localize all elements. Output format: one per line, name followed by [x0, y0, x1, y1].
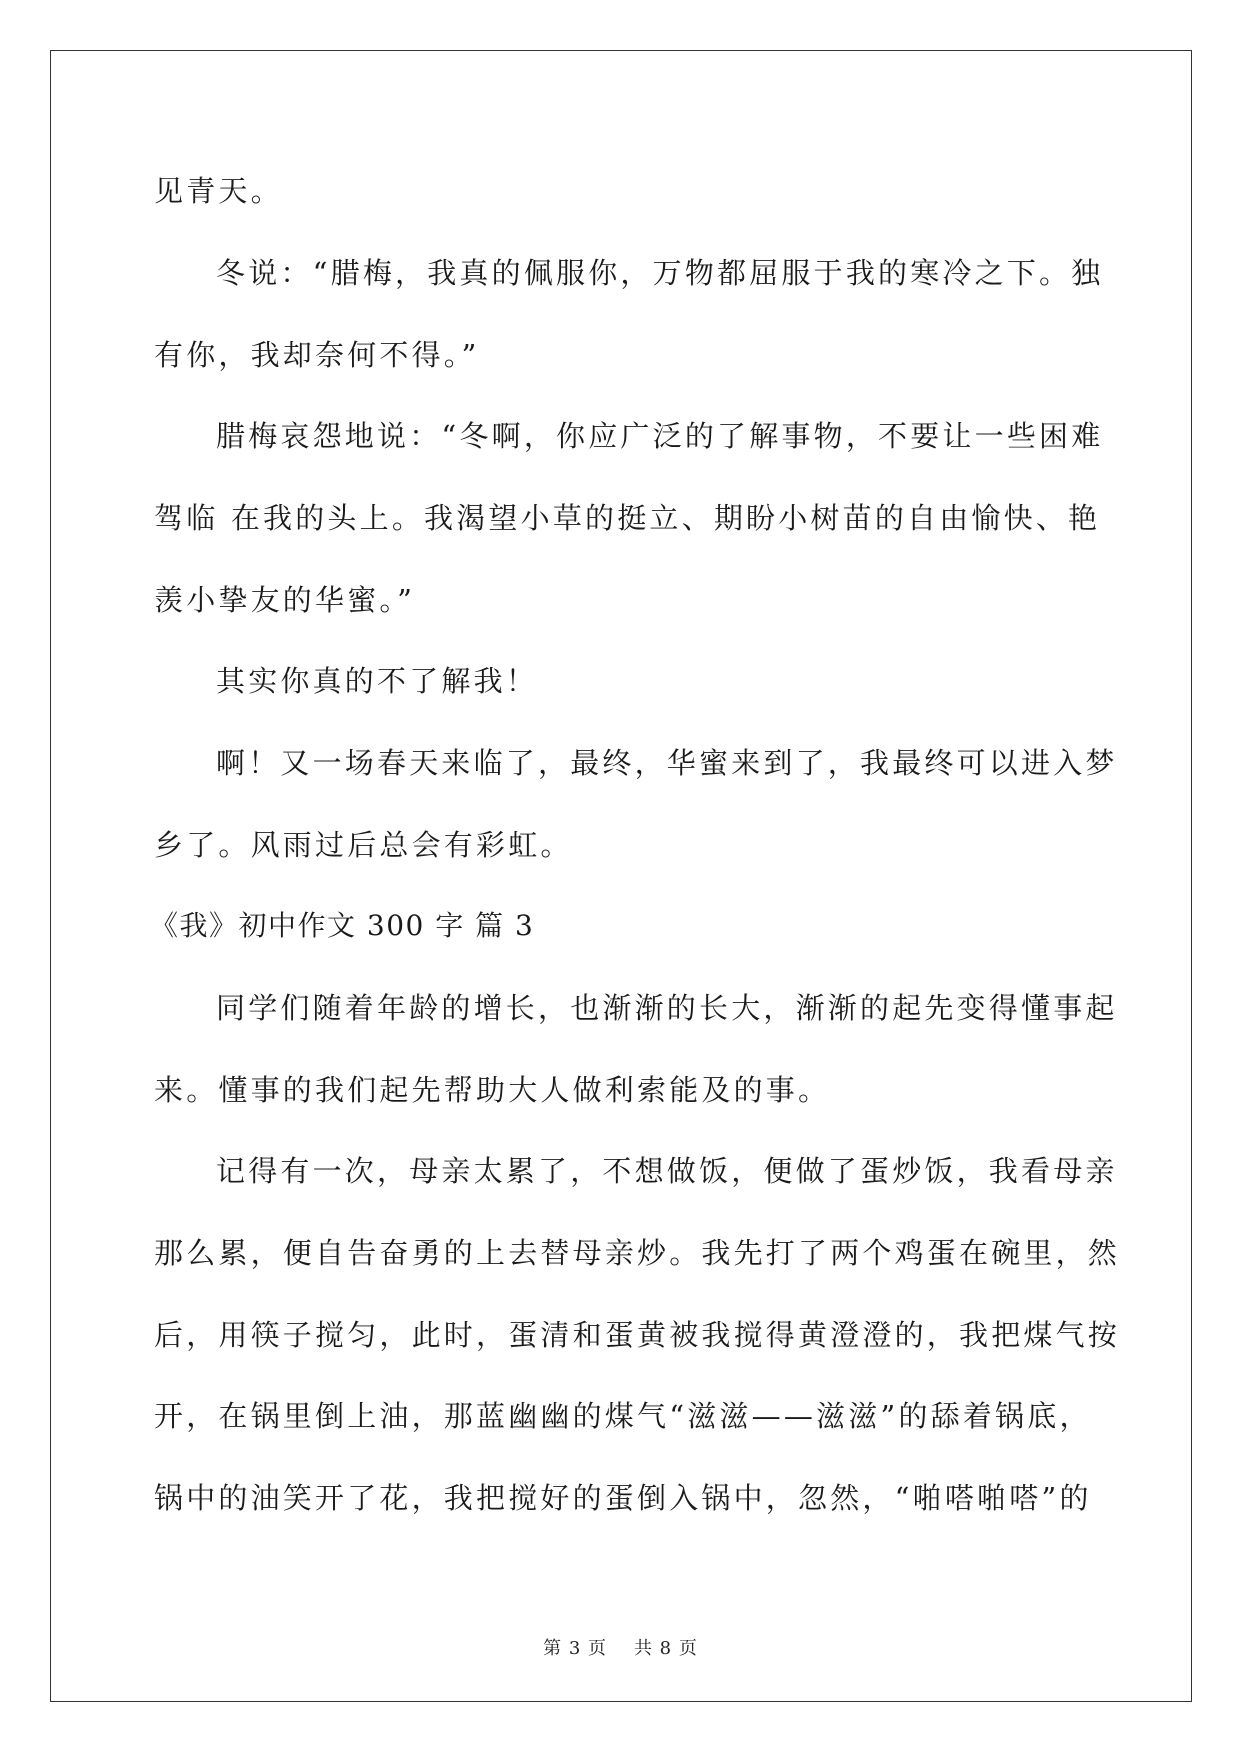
text-line: 羡小挚友的华蜜。” — [154, 583, 416, 617]
text-line: 那么累，便自告奋勇的上去替母亲炒。我先打了两个鸡蛋在碗里，然 — [154, 1236, 1121, 1270]
text-line: 啊！又一场春天来临了，最终，华蜜来到了，我最终可以进入梦 — [216, 746, 1118, 780]
text-line: 冬说：“腊梅，我真的佩服你，万物都屈服于我的寒冷之下。独 — [216, 256, 1104, 290]
text-line: 驾临 在我的头上。我渴望小草的挺立、期盼小树苗的自由愉快、艳 — [154, 501, 1101, 535]
text-line: 后，用筷子搅匀，此时，蛋清和蛋黄被我搅得黄澄澄的，我把煤气按 — [154, 1318, 1121, 1352]
text-line: 同学们随着年龄的增长，也渐渐的长大，渐渐的起先变得懂事起 — [216, 991, 1118, 1025]
page-footer — [0, 1634, 1241, 1660]
section-heading: 《我》初中作文 300 字 篇 3 — [150, 909, 535, 942]
text-line: 开，在锅里倒上油，那蓝幽幽的煤气“滋滋——滋滋”的舔着锅底， — [154, 1399, 1092, 1433]
text-line: 锅中的油笑开了花，我把搅好的蛋倒入锅中，忽然，“啪嗒啪嗒”的 — [154, 1481, 1092, 1515]
page-number: 第 3 页 — [543, 1638, 608, 1659]
page-total: 共 8 页 — [633, 1638, 698, 1659]
text-line: 记得有一次，母亲太累了，不想做饭，便做了蛋炒饭，我看母亲 — [216, 1154, 1118, 1188]
text-line: 有你，我却奈何不得。” — [154, 338, 480, 372]
text-line: 来。懂事的我们起先帮助大人做利索能及的事。 — [154, 1073, 831, 1107]
text-line: 腊梅哀怨地说：“冬啊，你应广泛的了解事物，不要让一些困难 — [216, 419, 1104, 453]
page-border — [50, 50, 1192, 1702]
text-line: 其实你真的不了解我！ — [216, 664, 539, 698]
text-line: 乡了。风雨过后总会有彩虹。 — [154, 828, 573, 862]
text-line: 见青天。 — [154, 174, 283, 208]
